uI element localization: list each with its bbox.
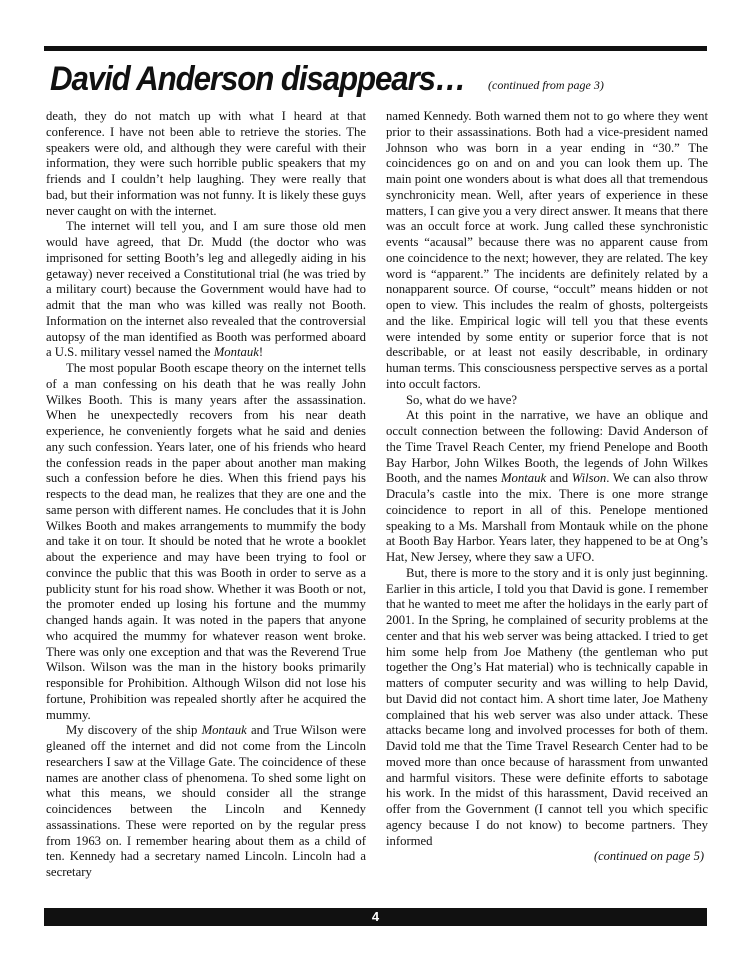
italic-text: Montauk [500,471,547,486]
page-number: 4 [371,909,380,924]
text-run: death, they do not match up with what I heard at that conference. I have not been able to retrieve the stories. The speakers were old, and although they were careful with their information, they were such horrible public speakers that my friends and I couldn’t help laughing. They were really that bad, but their information was not funny. It is likely these guys never caught on with the internet. [46,109,366,218]
headline [44,58,707,108]
paragraph [46,361,366,723]
right-column [386,109,708,865]
top-rule [44,46,707,51]
paragraph [386,393,708,409]
text-run: But, there is more to the story and it is only just beginning. Earlier in this article, I told you that David is gone. I remember that he wanted to meet me after the holidays in the early part of 2001. In the Spring, he complained of security problems at the center and that his web server was being attacked. I tried to get him some help from Joe Matheny (the gentleman who put together the Ong’s Hat material) who is technically capable in matters of computer security and was willing to help David, but David did not contact him. A short time later, Joe Matheny complained that his web server was also under attack. These attacks became long and involved processes for both of them. David told me that the Time Travel Research Center had to be moved more than once because of harassment from unwanted and harmful visitors. These were definite efforts to sabotage his work. In the midst of this harassment, David received an offer from the Government (I cannot tell you which specific agency because I do not know) to become partners. They informed [386,565,708,848]
right-column-body [386,109,708,849]
italic-text: Montauk [201,723,247,738]
text-run: The most popular Booth escape theory on the internet tells of a man confessing on his death that he was really John Wilkes Booth. This is many years after the assassination. When he unexpectedly recovers from his near death experience, he conveniently forgets what he said and denies any such confession. Years later, one of his friends who heard the confession reads in the paper about another man making such a confession before he dies. When this friend pays his respects to the dead man, he realizes that they are one and the same person with different names. He concludes that it is John Wilkes Booth and makes arrangements to mummify the body and take it on tour. It should be noted that he wrote a booklet about the experience and may have been trying to fool or convince the public that this was Booth in order to serve as a publicity stunt for his road show. Whether it was Booth or not, the promoter ended up losing his fortune and the mummy changed hands again. It was noted in the papers that anyone who acquired the mummy for whatever reason went broke. There was only one exception and that was the Reverend True Wilson. Wilson was the man in the history books primarily responsible for Prohibition. Although Wilson did not lose his fortune, Prohibition was repealed shortly after he acquired the mummy. [46,361,366,722]
italic-text: Wilson [571,471,607,486]
paragraph [386,408,708,566]
text-run: The internet will tell you, and I am sure those old men would have agreed, that Dr. Mudd (the doctor who was imprisoned for setting Booth’s leg and allegedly aiding in his getaway) never received a Constitutional trial (he was tried by a military court) because the Government would have had to admit that the man who was killed was really not Booth. Information on the internet also revealed that the controversial autopsy of the man identified as Booth was performed aboard a U.S. military vessel named the [46,219,366,360]
paragraph [46,109,366,219]
paragraph [386,566,708,850]
text-run: My discovery of the ship [66,723,202,738]
text-run: At this point in the narrative, we have an oblique and occult connection between the following: David Anderson of the Time Travel Reach Center, my friend Penelope and Booth Bay Harbor, John Wilkes Booth, the legends of John Wilkes Booth, and the names [386,408,708,486]
italic-text: Montauk [213,345,259,360]
paragraph [46,219,366,361]
text-run: named Kennedy. Both warned them not to go where they went prior to their assassinations. Both had a vice-president named Johnson who was born in a year ending in “30.” The coincidences go on and on and you can look them up. The main point one wonders about is what does all that tremendous synchronicity mean. Well, after years of experience in these matters, I can give you a very direct answer. It means that there was an occult force at work. Jung called these synchronistic events “acausal” because there was no apparent cause from one coincidence to the next; however, they are related. The key word is “apparent.” The incidents are definitely related by a nonapparent source. Of course, “occult” means hidden or not open to view. This includes the realm of ghosts, poltergeists and the like. Empirical logic will tell you that these events were intended by some entity or superior force that is not describable, or at least not easily describable, in ordinary human terms. This consciousness perspective serves as a portal into occult factors. [386,109,708,391]
text-run: and True Wilson were gleaned off the internet and did not come from the Lincoln researchers I saw at the Village Gate. The coincidence of these names are another class of phenomena. To shed some light on what this means, we should consider all the strange coincidences between the Lincoln and Kennedy assassinations. These were reported on by the regular press from 1963 on. I remember hearing about them as a child of ten. Kennedy had a secretary named Lincoln. Lincoln had a secretary [46,723,366,879]
text-run: So, what do we have? [406,392,517,407]
paragraph [386,109,708,393]
continued-on-note: (continued on page 5) [593,849,704,864]
continued-from-note: (continued from page 3) [488,78,604,92]
text-run: . We can also throw Dracula’s castle into the mix. There is one more strange coincidence to report in all of this. Penelope mentioned speaking to a Ms. Marshall from Montauk while on the phone at Booth Bay Harbor. Years later, they happened to be at Ong’s Hat, New Jersey, where they saw a UFO. [386,471,708,564]
left-column [46,109,366,881]
footer-bar [44,908,707,926]
article-title: David Anderson disappears… [50,60,466,98]
text-run: and [546,471,572,486]
text-run: ! [258,345,264,360]
paragraph [46,723,366,881]
